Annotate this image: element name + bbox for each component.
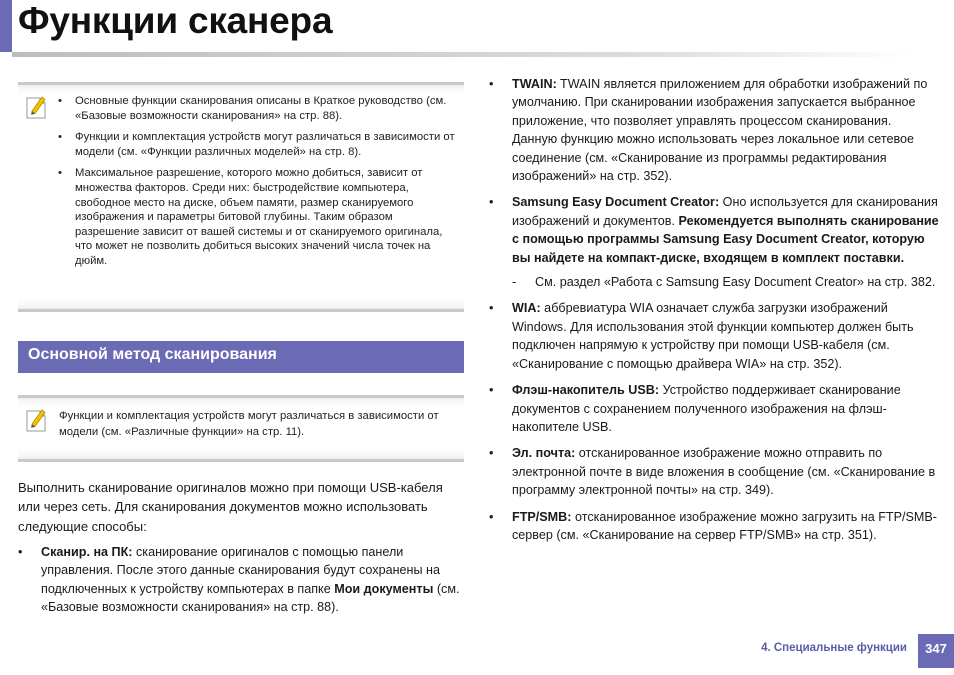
left-method-list (18, 543, 466, 625)
sedc-sub-list (512, 273, 939, 291)
list-item-email: • Эл. почта: отсканированное изображение можно отправить по электронной почте в виде вложения в сообщение (см. «Сканирование в программу электронной почты» на стр. 349). (489, 444, 939, 499)
note-top-bar (18, 395, 464, 398)
list-item-scan-to-pc: • Сканир. на ПК: сканирование оригиналов с помощью панели управления. После этого данные сканирования будут сохранены на подключенных к устройству компьютерах в папке Мои документы (см. «Базовые возможности сканирования» на стр. 88). (18, 543, 466, 617)
page-title: Функции сканера (18, 0, 333, 41)
note-bottom-bar (18, 459, 464, 462)
title-accent-bar (0, 0, 12, 52)
footer-section-label: 4. Специальные функции (761, 642, 907, 654)
note-2-text: Функции и комплектация устройств могут различаться в зависимости от модели (см. «Различные функции» на стр. 11). (59, 410, 439, 438)
note-pencil-icon (25, 407, 47, 433)
right-method-list (489, 75, 939, 552)
title-rule (12, 52, 912, 57)
note-bottom-bar (18, 309, 464, 312)
list-item-ftp: • FTP/SMB: отсканированное изображение можно загрузить на FTP/SMB-сервер (см. «Сканирование на сервер FTP/SMB» на стр. 351). (489, 508, 939, 545)
note-1-list (58, 94, 458, 276)
list-item-twain: • TWAIN: TWAIN является приложением для обработки изображений по умолчанию. При сканировании изображения запускается выбранное приложение, что позволяет управлять процессом сканирования. Данную функцию можно использовать через локальное или сетевое соединение (см. «Сканирование из программы редактирования изображений» на стр. 352). (489, 75, 939, 185)
list-item-sedc: • Samsung Easy Document Creator: Оно используется для сканирования изображений и документов. Рекомендуется выполнять сканирование с помощью программы Samsung Easy Document Creator, которую вы найдете на компакт-диске, входящем в комплект поставки. - См. раздел «Работа с Samsung Easy Document Creator» на стр. 382. (489, 193, 939, 291)
note-box-2 (18, 395, 464, 462)
section-title: Основной метод сканирования (28, 346, 277, 363)
note-pencil-icon (25, 94, 47, 120)
note-1-item: • Основные функции сканирования описаны в Краткое руководство (см. «Базовые возможности сканирования» на стр. 88). (58, 94, 458, 123)
list-item-wia: • WIA: аббревиатура WIA означает служба загрузки изображений Windows. Для использования этой функции компьютер должен быть подключен напрямую к устройству при помощи USB-кабеля (см. «Сканирование с помощью драйвера WIA» на стр. 352). (489, 299, 939, 373)
page-number: 347 (918, 634, 954, 668)
intro-paragraph: Выполнить сканирование оригиналов можно при помощи USB-кабеля или через сеть. Для сканирования документов можно использовать следующие способы: (18, 480, 443, 534)
note-1-item: • Максимальное разрешение, которого можно добиться, зависит от множества факторов. Среди них: быстродействие компьютера, свободное место на диске, объем памяти, размер сканируемого изображения и параметры битовой глубины. Таким образом разрешение зависит от вашей системы и от сканируемого оригинала, что может не позволить добиться высоких значений числа точек на дюйм. (58, 166, 458, 268)
note-top-bar (18, 82, 464, 85)
list-item-usb: • Флэш-накопитель USB: Устройство поддерживает сканирование документов с сохранением полученного изображения на флэш-накопителе USB. (489, 381, 939, 436)
note-1-item: • Функции и комплектация устройств могут различаться в зависимости от модели (см. «Функции различных моделей» на стр. 8). (58, 130, 458, 159)
sub-list-item: - См. раздел «Работа с Samsung Easy Document Creator» на стр. 382. (512, 273, 939, 291)
note-box-1 (18, 82, 464, 312)
section-heading (18, 341, 464, 373)
